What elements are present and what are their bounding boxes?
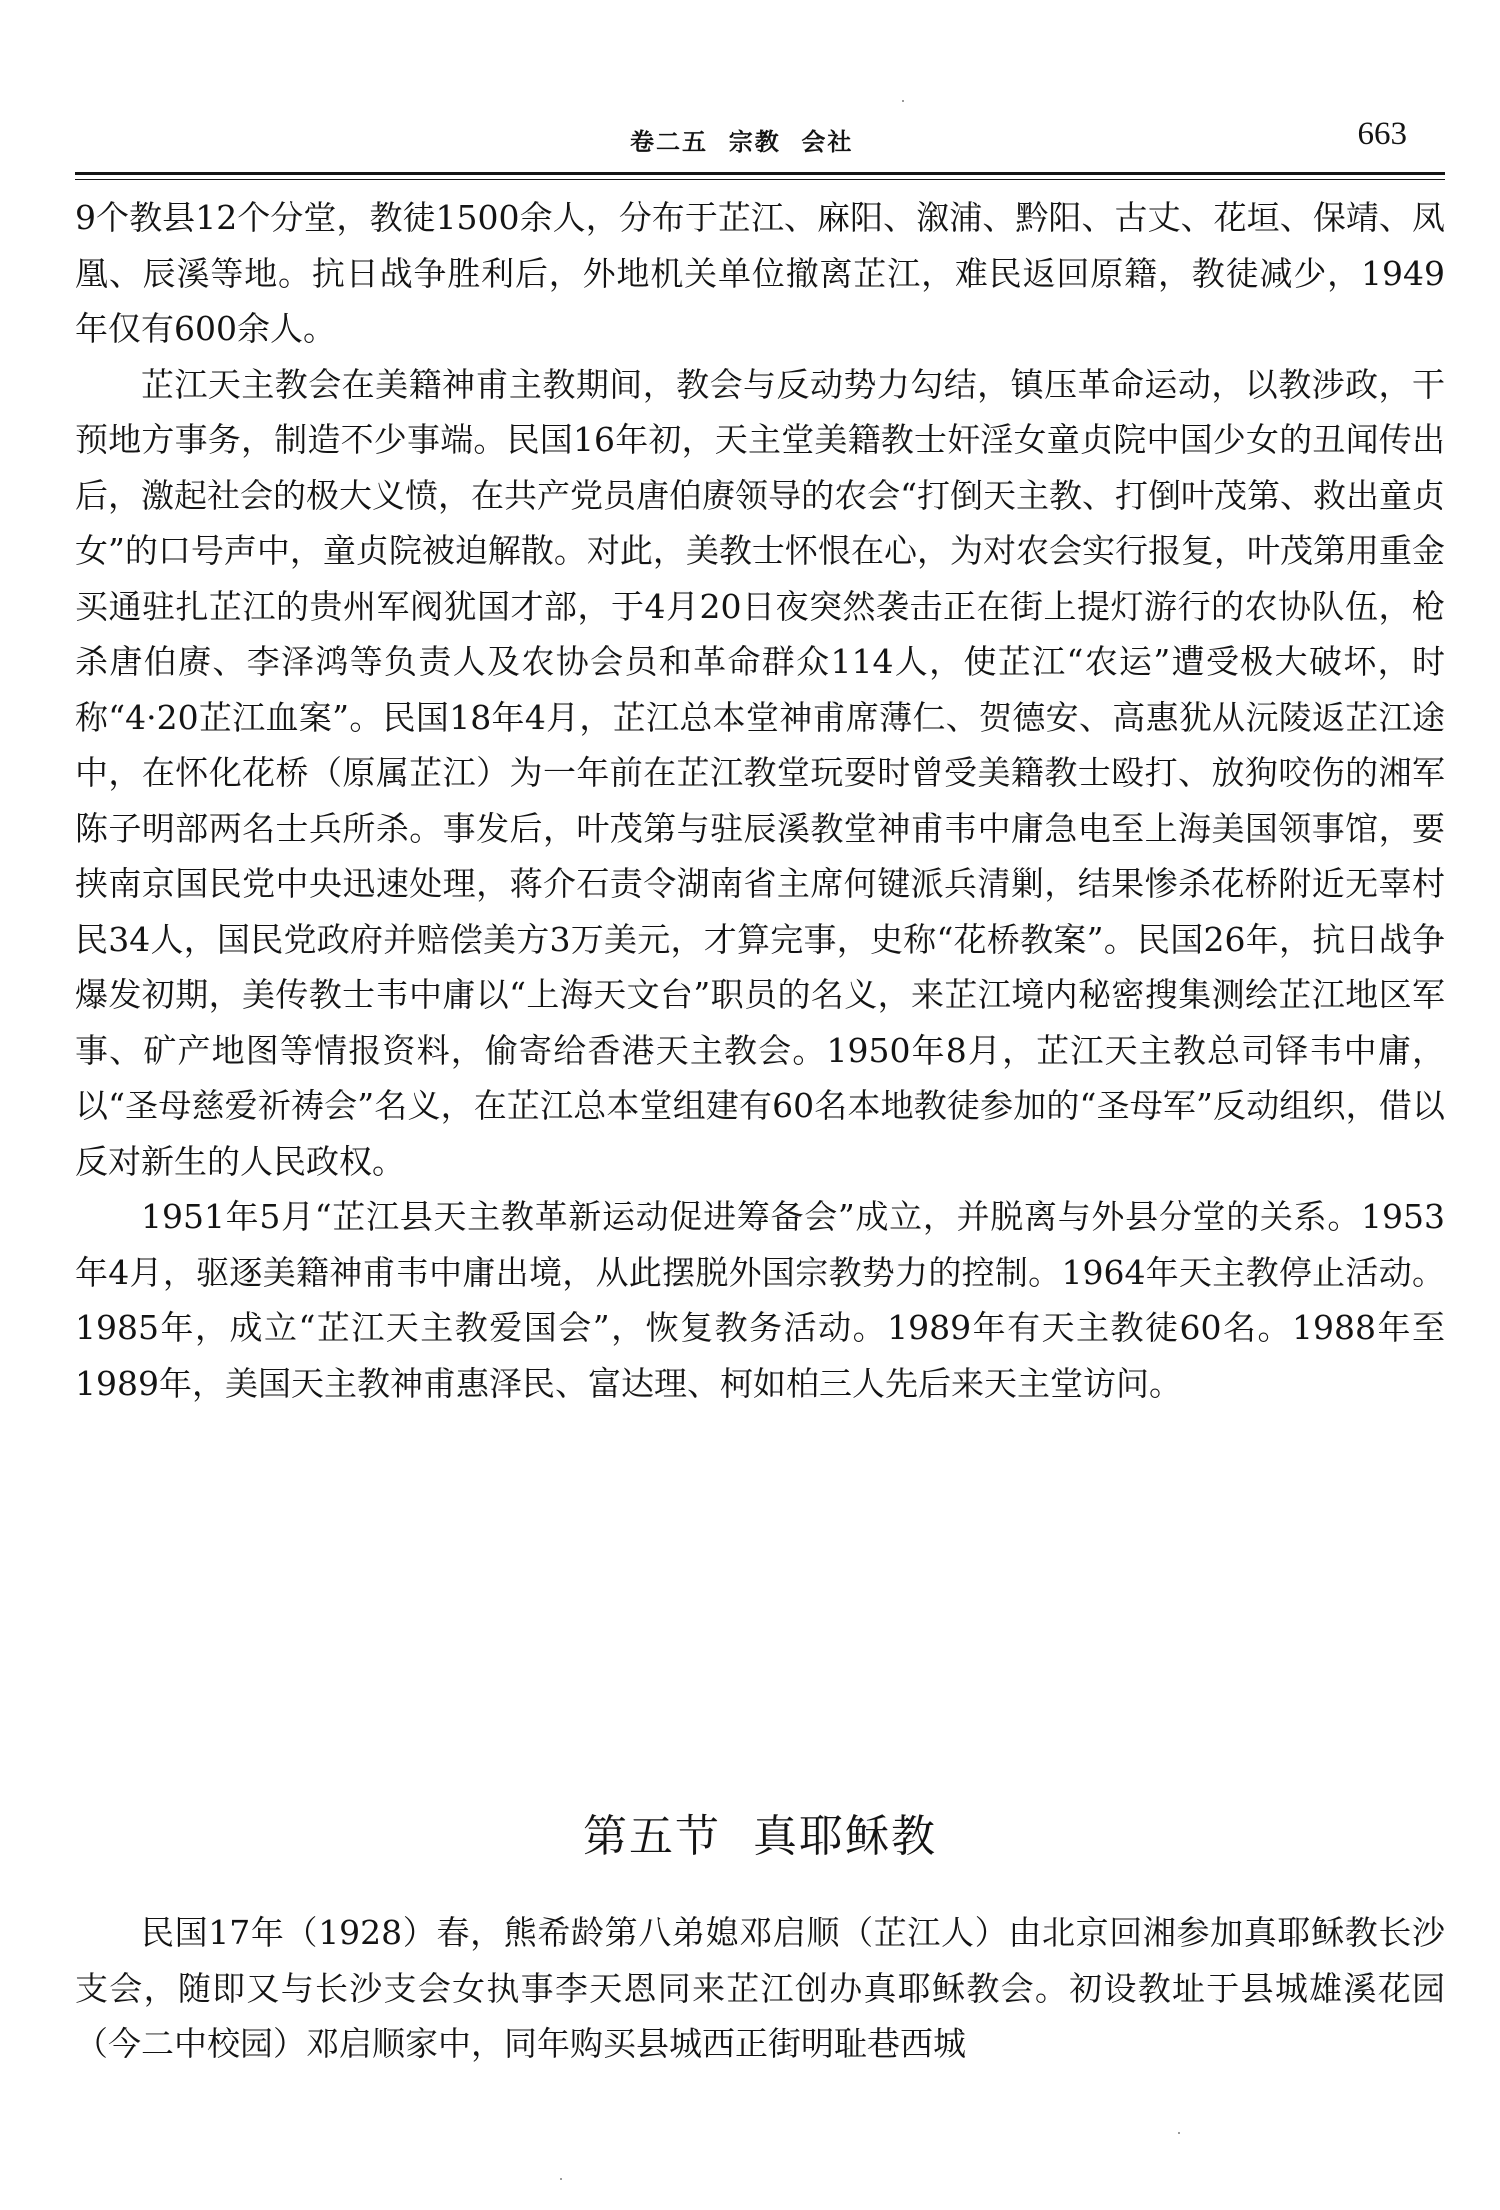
header-rule-thin — [75, 179, 1445, 180]
scan-speck — [902, 100, 904, 102]
paragraph: 民国17年（1928）春，熊希龄第八弟媳邓启顺（芷江人）由北京回湘参加真耶稣教长沙支会，随即又与长沙支会女执事李天恩同来芷江创办真耶稣教会。初设教址于县城雄溪花园（今二中校园）邓启顺家中，同年购买县城西正街明耻巷西城 — [75, 1913, 1445, 2063]
running-title: 卷二五 宗教 会社 — [630, 127, 854, 156]
paragraph: 芷江天主教会在美籍神甫主教期间，教会与反动势力勾结，镇压革命运动，以教涉政，干预地方事务，制造不少事端。民国16年初，天主堂美籍教士奸淫女童贞院中国少女的丑闻传出后，激起社会的极大义愤，在共产党员唐伯赓领导的农会“打倒天主教、打倒叶茂第、救出童贞女”的口号声中，童贞院被迫解散。对此，美教士怀恨在心，为对农会实行报复，叶茂第用重金买通驻扎芷江的贵州军阀犹国才部，于4月20日夜突然袭击正在街上提灯游行的农协队伍，枪杀唐伯赓、李泽鸿等负责人及农协会员和革命群众114人，使芷江“农运”遭受极大破坏，时称“4·20芷江血案”。民国18年4月，芷江总本堂神甫席薄仁、贺德安、高惠犹从沅陵返芷江途中，在怀化花桥（原属芷江）为一年前在芷江教堂玩耍时曾受美籍教士殴打、放狗咬伤的湘军陈子明部两名士兵所杀。事发后，叶茂第与驻辰溪教堂神甫韦中庸急电至上海美国领事馆，要挟南京国民党中央迅速处理，蒋介石责令湖南省主席何键派兵清剿，结果惨杀花桥附近无辜村民34人，国民党政府并赔偿美方3万美元，才算完事，史称“花桥教案”。民国26年，抗日战争爆发初期，美传教士韦中庸以“上海天文台”职员的名义，来芷江境内秘密搜集测绘芷江地区军事、矿产地图等情报资料，偷寄给香港天主教会。1950年8月，芷江天主教总司铎韦中庸，以“圣母慈爱祈祷会”名义，在芷江总本堂组建有60名本地教徒参加的“圣母军”反动组织，借以反对新生的人民政权。 — [75, 364, 1445, 1181]
paragraph: 1951年5月“芷江县天主教革新运动促进筹备会”成立，并脱离与外县分堂的关系。1953年4月，驱逐美籍神甫韦中庸出境，从此摆脱外国宗教势力的控制。1964年天主教停止活动。1985年，成立“芷江天主教爱国会”，恢复教务活动。1989年有天主教徒60名。1988年至1989年，美国天主教神甫惠泽民、富达理、柯如柏三人先后来天主堂访问。 — [75, 1197, 1445, 1403]
page-number: 663 — [1357, 116, 1407, 152]
running-header — [75, 118, 1445, 164]
paragraph-continued: 9个教县12个分堂，教徒1500余人，分布于芷江、麻阳、溆浦、黔阳、古丈、花垣、保靖、凤凰、辰溪等地。抗日战争胜利后，外地机关单位撤离芷江，难民返回原籍，教徒减少，1949年仅有600余人。 — [75, 198, 1445, 348]
body-text — [75, 190, 1445, 1411]
scan-speck — [1178, 2132, 1180, 2134]
section-body-text — [75, 1905, 1445, 2072]
header-rule-thick — [75, 172, 1445, 175]
section-title: 第五节 真耶稣教 — [583, 1811, 937, 1862]
scan-speck — [560, 2178, 562, 2180]
